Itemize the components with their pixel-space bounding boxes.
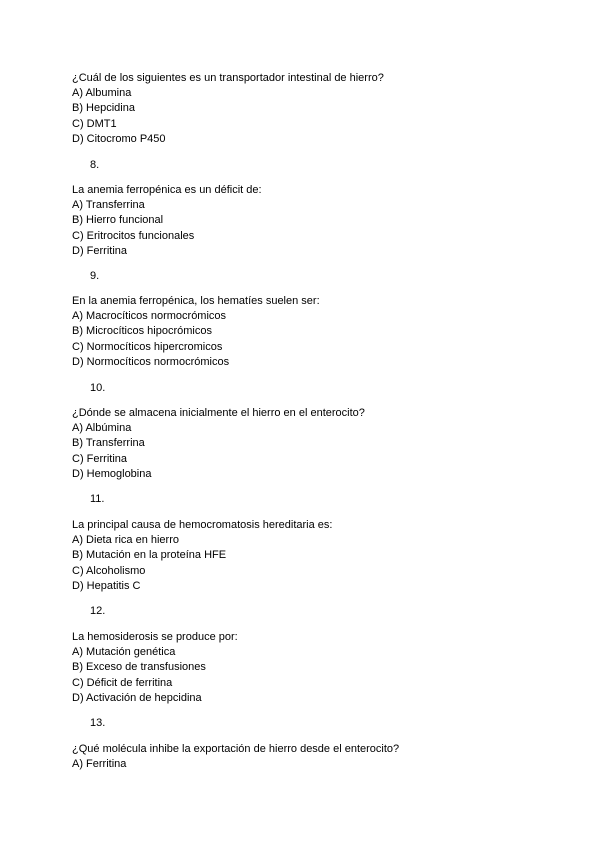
question-number-10: 10. [90, 382, 106, 394]
question-stem: ¿Qué molécula inhibe la exportación de hierro desde el enterocito? [72, 743, 400, 755]
question-stem: En la anemia ferropénica, los hematíes suelen ser: [72, 295, 320, 307]
option-d: D) Ferritina [72, 244, 128, 257]
option-a: A) Dieta rica en hierro [72, 534, 179, 547]
option-a: A) Albumina [72, 87, 132, 100]
question-number-13: 13. [90, 717, 106, 729]
question-stem: ¿Cuál de los siguientes es un transportador intestinal de hierro? [72, 72, 384, 84]
option-d: D) Hemoglobina [72, 467, 152, 480]
option-c: C) Déficit de ferritina [72, 676, 173, 689]
option-c: C) Alcoholismo [72, 564, 146, 577]
option-d: D) Hepatitis C [72, 579, 141, 592]
option-b: B) Hepcidina [72, 102, 135, 115]
option-d: D) Normocíticos normocrómicos [72, 355, 230, 368]
question-number-9: 9. [90, 270, 100, 282]
option-a: A) Macrocíticos normocrómicos [72, 310, 227, 323]
question-7 [72, 71, 542, 147]
question-stem: La principal causa de hemocromatosis hereditaria es: [72, 519, 333, 531]
question-9 [72, 294, 542, 370]
option-b: B) Microcíticos hipocrómicos [72, 325, 212, 338]
question-stem: ¿Dónde se almacena inicialmente el hierro en el enterocito? [72, 407, 365, 419]
option-a: A) Albúmina [72, 422, 132, 435]
question-stem: La anemia ferropénica es un déficit de: [72, 184, 262, 196]
option-b: B) Transferrina [72, 437, 145, 450]
question-10 [72, 406, 542, 482]
question-12 [72, 630, 542, 706]
option-b: B) Hierro funcional [72, 214, 164, 227]
question-stem: La hemosiderosis se produce por: [72, 631, 238, 643]
question-number-8: 8. [90, 159, 100, 171]
option-c: C) Eritrocitos funcionales [72, 229, 195, 242]
question-number-12: 12. [90, 605, 106, 617]
option-c: C) Ferritina [72, 452, 128, 465]
option-b: B) Mutación en la proteína HFE [72, 549, 227, 562]
question-13 [72, 742, 542, 772]
question-8 [72, 183, 542, 259]
option-a: A) Ferritina [72, 758, 127, 771]
question-number-11: 11. [90, 493, 105, 505]
option-a: A) Transferrina [72, 199, 145, 212]
question-11 [72, 518, 542, 594]
option-a: A) Mutación genética [72, 646, 176, 659]
option-b: B) Exceso de transfusiones [72, 661, 206, 674]
option-c: C) Normocíticos hipercromicos [72, 340, 223, 353]
option-c: C) DMT1 [72, 117, 117, 130]
option-d: D) Activación de hepcidina [72, 691, 202, 704]
option-d: D) Citocromo P450 [72, 132, 166, 145]
